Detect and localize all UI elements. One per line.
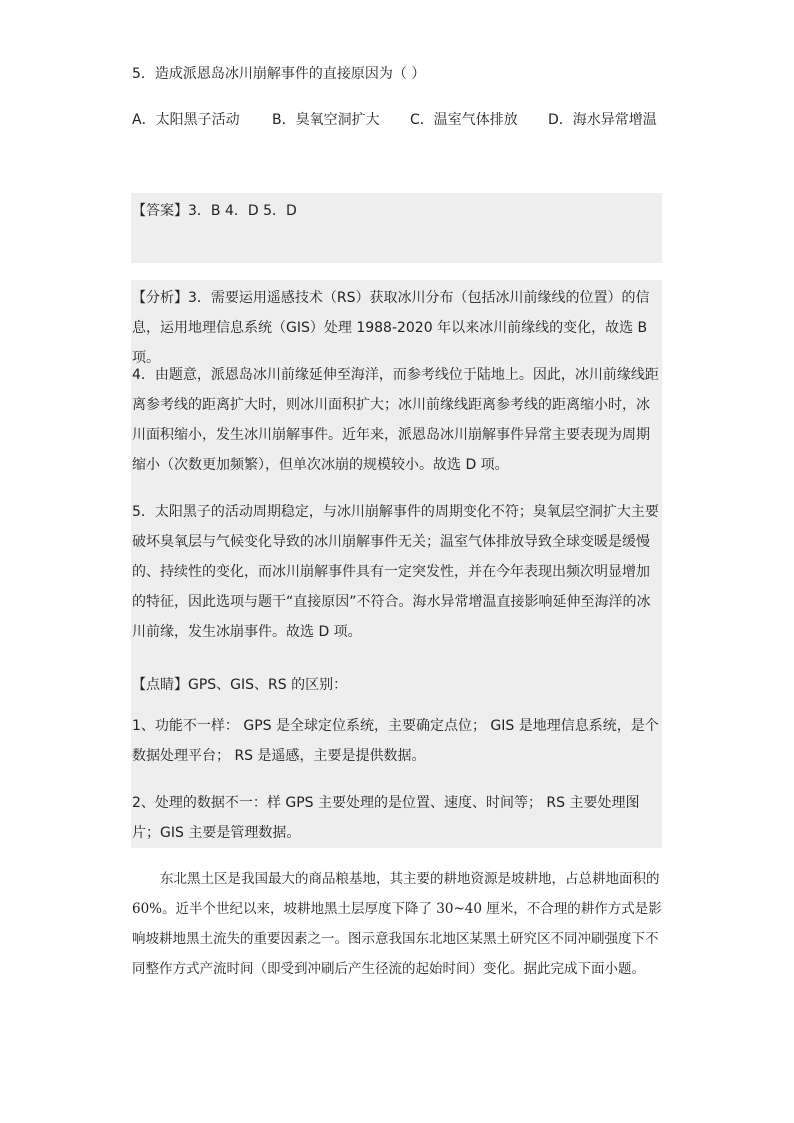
answer-line: 【答案】3．B 4．D 5．D	[132, 203, 297, 219]
option-c: C．温室气体排放	[410, 112, 518, 128]
option-d: D．海水异常增温	[548, 112, 657, 128]
analysis-paragraph-3: 【分析】3．需要运用遥感技术（RS）获取冰川分布（包括冰川前缘线的位置）的信息，运用地理信息系统（GIS）处理 1988-2020 年以来冰川前缘线的变化，故选 B 项。	[132, 290, 650, 366]
tip-item-1: 1、功能不一样： GPS 是全球定位系统，主要确定点位； GIS 是地理信息系统，是个数据处理平台； RS 是遥感，主要是提供数据。	[132, 718, 659, 764]
question-5-stem: 5．造成派恩岛冰川崩解事件的直接原因为（ ）	[132, 66, 426, 82]
analysis-paragraph-4: 4．由题意，派恩岛冰川前缘延伸至海洋，而参考线位于陆地上。因此，冰川前缘线距离参考线的距离扩大时，则冰川面积扩大；冰川前缘线距离参考线的距离缩小时，冰川面积缩小，发生冰川崩解事件。近年来，派恩岛冰川崩解事件异常主要表现为周期缩小（次数更加频繁），但单次冰崩的规模较小。故选 D 项。	[132, 367, 659, 473]
tip-title: 【点睛】GPS、GIS、RS 的区别：	[132, 677, 348, 693]
tip-item-2: 2、处理的数据不一：样 GPS 主要处理的是位置、速度、时间等； RS 主要处理图片；GIS 主要是管理数据。	[132, 795, 640, 841]
option-a: A．太阳黑子活动	[132, 112, 240, 128]
option-b: B．臭氧空洞扩大	[272, 112, 380, 128]
analysis-paragraph-5: 5．太阳黑子的活动周期稳定，与冰川崩解事件的周期变化不符；臭氧层空洞扩大主要破坏臭氧层与气候变化导致的冰川崩解事件无关；温室气体排放导致全球变暖是缓慢的、持续性的变化，而冰川崩解事件具有一定突发性，并在今年表现出频次明显增加的特征，因此选项与题干“直接原因”不符合。海水异常增温直接影响延伸至海洋的冰川前缘，发生冰崩事件。故选 D 项。	[132, 504, 659, 640]
next-material-paragraph: 东北黑土区是我国最大的商品粮基地，其主要的耕地资源是坡耕地，占总耕地面积的 60%。近半个世纪以来，坡耕地黑土层厚度下降了 30~40 厘米，不合理的耕作方式是影响坡耕地黑土流失的重要因素之一。图示意我国东北地区某黑土研究区不同冲刷强度下不同整作方式产流时间（即受到冲刷后产生径流的起始时间）变化。据此完成下面小题。	[132, 871, 662, 977]
